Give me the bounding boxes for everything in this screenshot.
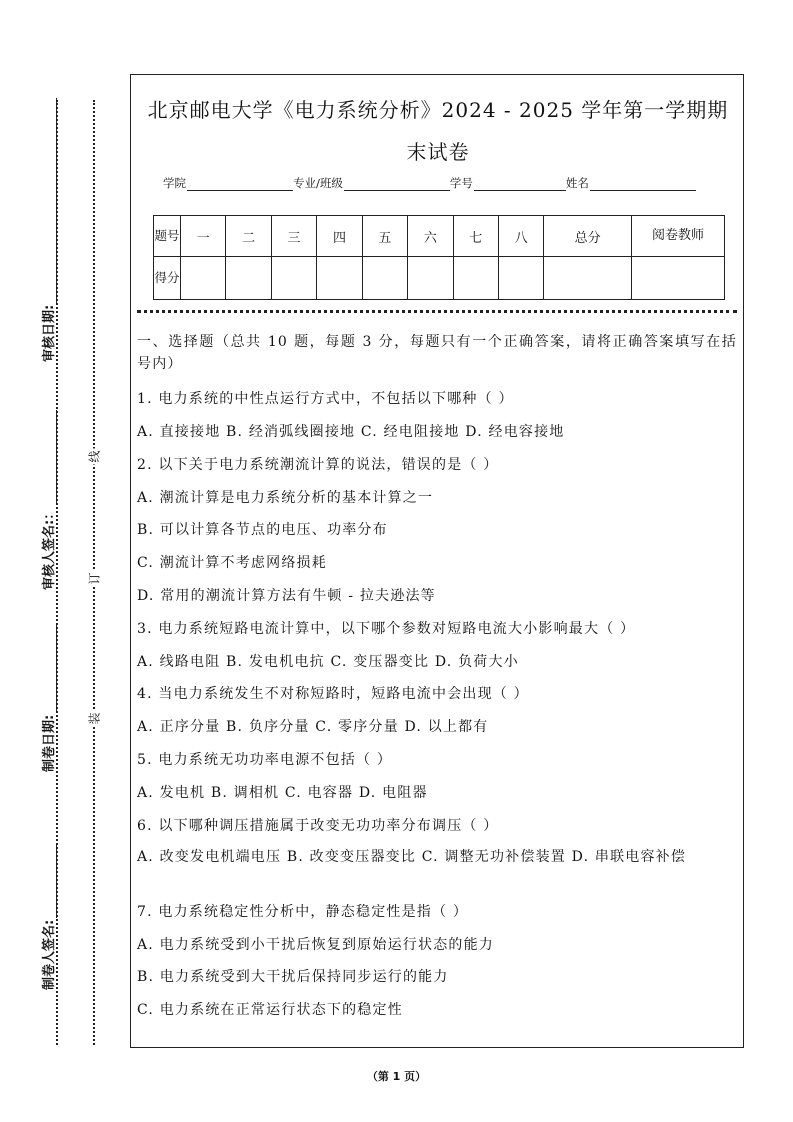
- reviewer-signature-field[interactable]: 审核人签名:：: [38, 410, 57, 590]
- score-col-3: 三: [271, 216, 316, 257]
- review-date-field[interactable]: 审核日期:: [38, 98, 57, 362]
- score-cell[interactable]: [544, 257, 632, 300]
- score-col-2: 二: [226, 216, 271, 257]
- major-class-label: 专业/班级: [293, 176, 343, 190]
- student-id-label: 学号: [449, 176, 473, 190]
- score-col-1: 一: [181, 216, 226, 257]
- question-line: A. 改变发电机端电压 B. 改变变压器变比 C. 调整无功补偿装置 D. 串联电容补偿: [137, 849, 687, 865]
- question-number-label: 题号: [154, 216, 181, 257]
- score-cell[interactable]: [632, 257, 725, 300]
- exam-title: 北京邮电大学《电力系统分析》2024 - 2025 学年第一学期期末试卷: [147, 98, 729, 164]
- score-col-total: 总分: [544, 216, 632, 257]
- score-col-7: 七: [453, 216, 498, 257]
- question-line: C. 电力系统在正常运行状态下的稳定性: [137, 1002, 403, 1018]
- exam-frame: [130, 74, 744, 1048]
- cut-mark-line: 线: [87, 450, 102, 463]
- question-line: B. 可以计算各节点的电压、功率分布: [137, 522, 388, 538]
- section-heading: 一、选择题（总共 10 题，每题 3 分，每题只有一个正确答案，请将正确答案填写在括号内）: [137, 334, 737, 372]
- question-line: 4. 当电力系统发生不对称短路时，短路电流中会出现（ ）: [137, 686, 529, 702]
- score-col-8: 八: [498, 216, 543, 257]
- page-number: （第 1 页）: [366, 1070, 427, 1083]
- score-col-4: 四: [317, 216, 362, 257]
- score-table-header-row: [154, 216, 725, 257]
- student-info-row: [163, 175, 696, 191]
- score-cell[interactable]: [453, 257, 498, 300]
- question-line: 5. 电力系统无功功率电源不包括（ ）: [137, 752, 393, 768]
- score-cell[interactable]: [498, 257, 543, 300]
- exam-date-field[interactable]: 制卷日期:: [38, 623, 57, 772]
- exam-maker-signature-field[interactable]: 制卷人签名:: [38, 843, 57, 990]
- score-cell[interactable]: [317, 257, 362, 300]
- question-line: B. 电力系统受到大干扰后保持同步运行的能力: [137, 969, 449, 985]
- question-line: 1. 电力系统的中性点运行方式中，不包括以下哪种（ ）: [137, 391, 514, 407]
- score-col-grader: 阅卷教师: [632, 216, 725, 257]
- section-separator: [137, 310, 737, 313]
- score-cell[interactable]: [362, 257, 407, 300]
- score-cell[interactable]: [408, 257, 453, 300]
- question-line: A. 发电机 B. 调相机 C. 电容器 D. 电阻器: [137, 785, 428, 801]
- score-cell[interactable]: [271, 257, 316, 300]
- score-cell[interactable]: [181, 257, 226, 300]
- question-line: A. 直接接地 B. 经消弧线圈接地 C. 经电阻接地 D. 经电容接地: [137, 424, 565, 440]
- question-line: D. 常用的潮流计算方法有牛顿 - 拉夫逊法等: [137, 588, 436, 604]
- score-table-score-row: [154, 257, 725, 300]
- cut-mark-fold: 装: [87, 712, 102, 725]
- cut-mark-bind: 订: [87, 572, 102, 585]
- college-field[interactable]: [187, 177, 293, 191]
- score-label: 得分: [154, 257, 181, 300]
- question-line: 3. 电力系统短路电流计算中，以下哪个参数对短路电流大小影响最大（ ）: [137, 621, 636, 637]
- name-field[interactable]: [590, 177, 696, 191]
- question-line: 2. 以下关于电力系统潮流计算的说法，错误的是（ ）: [137, 457, 499, 473]
- major-class-field[interactable]: [344, 177, 450, 191]
- score-col-6: 六: [408, 216, 453, 257]
- score-table: [153, 215, 725, 300]
- college-label: 学院: [163, 176, 186, 190]
- student-id-field[interactable]: [474, 177, 566, 191]
- question-line: A. 正序分量 B. 负序分量 C. 零序分量 D. 以上都有: [137, 719, 489, 735]
- question-line: 6. 以下哪种调压措施属于改变无功功率分布调压（ ）: [137, 818, 499, 834]
- question-line: A. 潮流计算是电力系统分析的基本计算之一: [137, 490, 434, 506]
- question-line: A. 电力系统受到小干扰后恢复到原始运行状态的能力: [137, 937, 495, 953]
- name-label: 姓名: [565, 176, 589, 190]
- score-cell[interactable]: [226, 257, 271, 300]
- question-line: C. 潮流计算不考虑网络损耗: [137, 555, 327, 571]
- score-col-5: 五: [362, 216, 407, 257]
- question-line: 7. 电力系统稳定性分析中，静态稳定性是指（ ）: [137, 904, 469, 920]
- question-line: A. 线路电阻 B. 发电机电抗 C. 变压器变比 D. 负荷大小: [137, 654, 519, 670]
